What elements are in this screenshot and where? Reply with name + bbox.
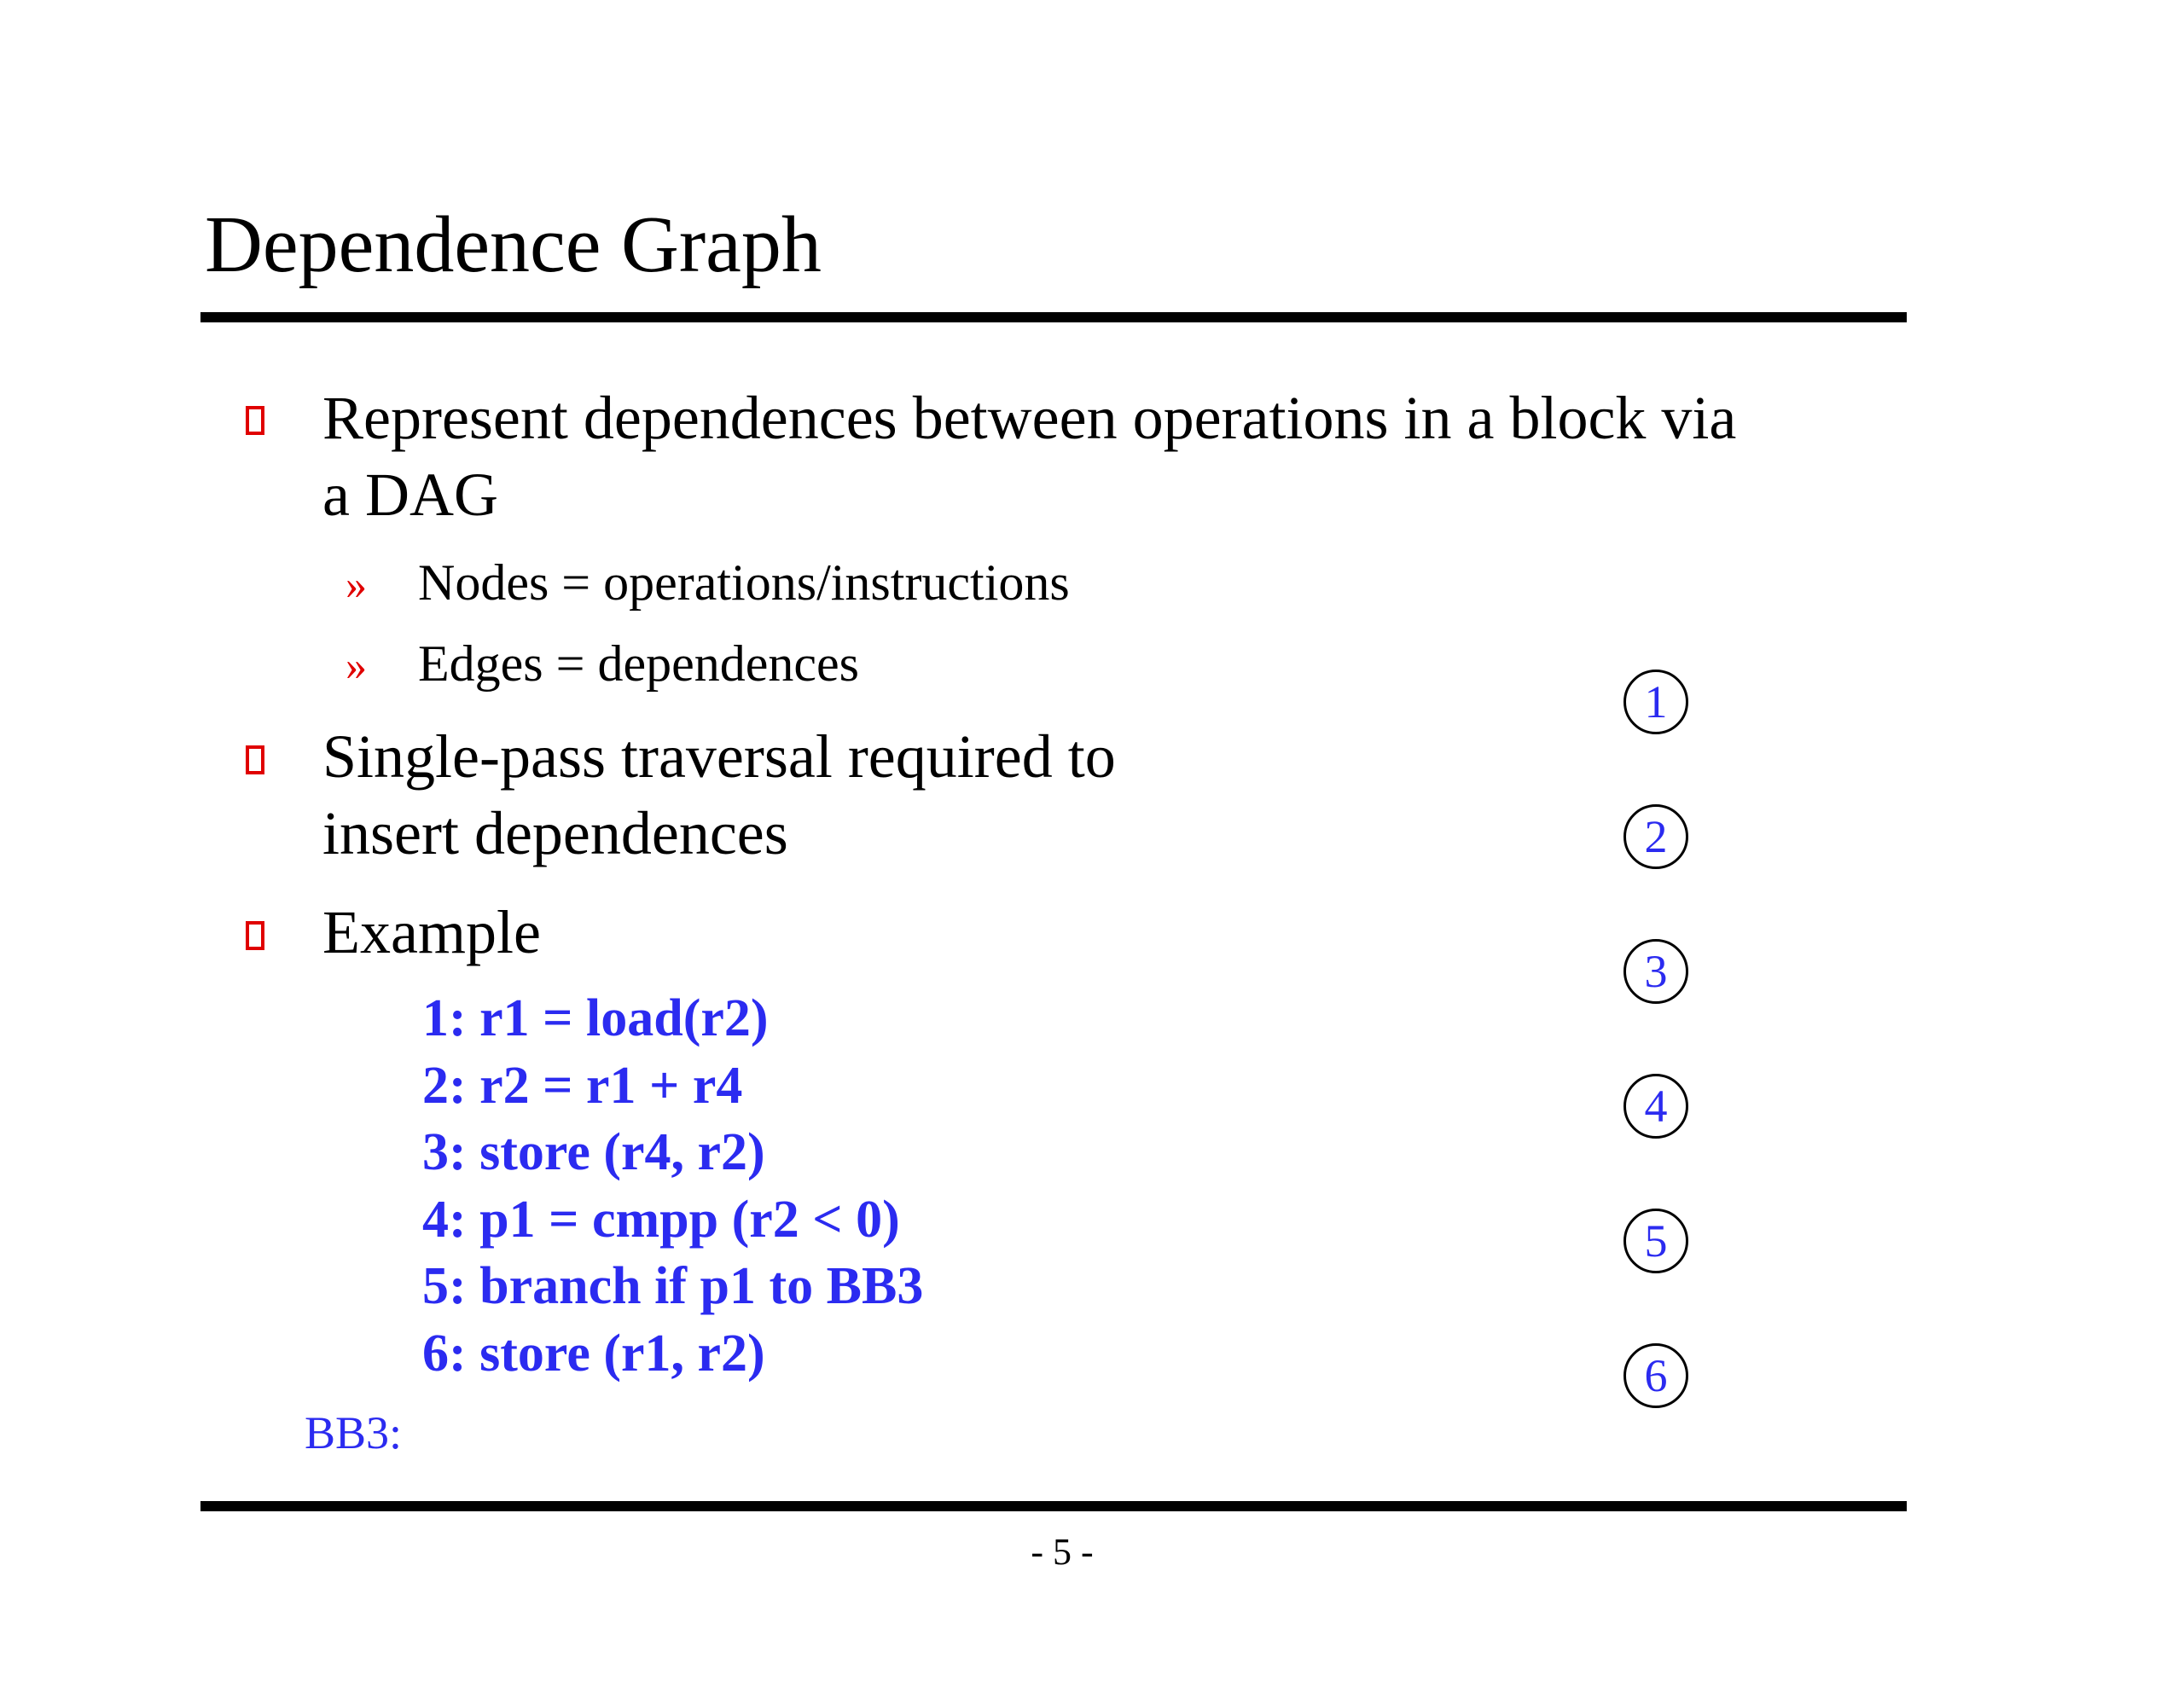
code-line: 4: p1 = cmpp (r2 < 0) (422, 1190, 900, 1249)
bullet-1-line-1: Represent dependences between operations in a block via (322, 384, 1737, 452)
bullet-3-line-1: Example (322, 898, 541, 966)
bullet-2-line-2: insert dependences (322, 799, 788, 867)
bullet-box-icon (246, 921, 264, 950)
bullet-box-icon (246, 745, 264, 774)
graph-node: 1 (1623, 670, 1688, 734)
code-line: 5: branch if p1 to BB3 (422, 1257, 924, 1315)
sub-bullet-nodes: Nodes = operations/instructions (418, 554, 1070, 611)
code-line: 2: r2 = r1 + r4 (422, 1056, 743, 1115)
page-number: - 5 - (1031, 1531, 1094, 1573)
graph-node: 3 (1623, 939, 1688, 1004)
sub-bullet-edges: Edges = dependences (418, 635, 859, 692)
bullet-1-line-2: a DAG (322, 461, 498, 529)
chevron-icon: » (346, 641, 367, 689)
graph-node: 4 (1623, 1074, 1688, 1139)
code-block (422, 985, 923, 1387)
title-divider (200, 312, 1907, 322)
bullet-2-line-1: Single-pass traversal required to (322, 722, 1116, 791)
graph-node: 6 (1623, 1343, 1688, 1408)
code-line: 6: store (r1, r2) (422, 1324, 765, 1383)
bullet-box-icon (246, 406, 264, 435)
code-line: 3: store (r4, r2) (422, 1123, 765, 1181)
footer-divider (200, 1501, 1907, 1511)
code-line: 1: r1 = load(r2) (422, 989, 769, 1047)
graph-node: 2 (1623, 804, 1688, 869)
chevron-icon: » (346, 560, 367, 608)
slide-title: Dependence Graph (205, 200, 822, 289)
bb3-label: BB3: (305, 1407, 403, 1458)
graph-node: 5 (1623, 1209, 1688, 1273)
